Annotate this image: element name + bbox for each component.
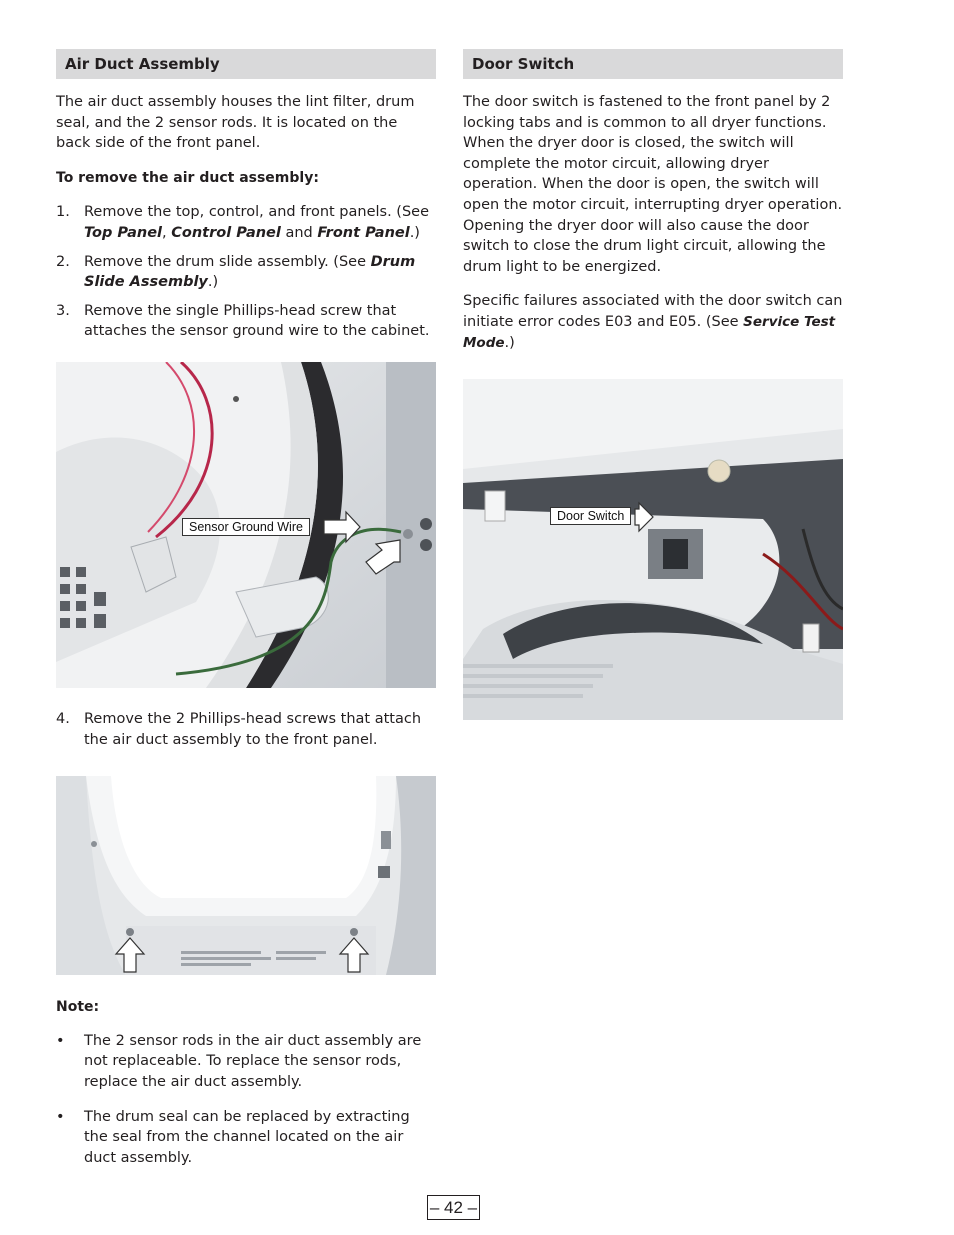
step-number: 2. (56, 253, 70, 270)
para-text: .) (504, 334, 515, 351)
bullet: • (56, 1108, 65, 1125)
ref-front-panel: Front Panel (317, 224, 410, 241)
notes-list (56, 1031, 436, 1169)
door-switch-description: The door switch is fastened to the front panel by 2 locking tabs and is common to all dryer functions. When the dryer door is closed, the switch will complete the motor circuit, allowing dryer operation. When the door is open, the switch will open the motor circuit, interrupting dryer operation. Opening the dryer door will also cause the door switch to close the drum light circuit, allowing the drum light to be energized. (463, 94, 843, 275)
sensor-ground-wire-photo (56, 362, 436, 688)
step-number: 1. (56, 204, 70, 221)
section-title-door-switch: Door Switch (463, 49, 843, 79)
step-3 (56, 301, 436, 342)
step-text: , (162, 224, 172, 241)
air-duct-section (56, 49, 436, 1168)
step-number: 3. (56, 302, 70, 319)
door-switch-errors (463, 291, 843, 353)
removal-steps-cont (56, 709, 436, 750)
step-text: Remove the drum slide assembly. (See (84, 253, 371, 270)
page-number: – 42 – (427, 1195, 480, 1220)
bullet: • (56, 1032, 65, 1049)
removal-steps (56, 202, 436, 342)
para-text: Specific failures associated with the door switch can initiate error codes E03 and E05. (See (463, 293, 843, 330)
air-duct-screws-photo (56, 776, 436, 975)
note-text: The 2 sensor rods in the air duct assembly are not replaceable. To replace the sensor rods, replace the air duct assembly. (84, 1032, 422, 1090)
ref-service-test-mode: Service Test Mode (463, 313, 836, 351)
step-4 (56, 709, 436, 750)
step-text: Remove the top, control, and front panels. (See (84, 204, 430, 221)
step-text: .) (409, 224, 420, 241)
removal-subhead: To remove the air duct assembly: (56, 169, 319, 186)
callout-door-switch: Door Switch (550, 507, 631, 525)
step-1 (56, 202, 436, 243)
ref-control-panel: Control Panel (171, 224, 281, 241)
step-number: 4. (56, 710, 70, 727)
section-title-air-duct: Air Duct Assembly (56, 49, 436, 79)
step-2 (56, 252, 436, 293)
step-text: Remove the single Phillips-head screw that attaches the sensor ground wire to the cabinet. (84, 302, 430, 340)
note-title: Note: (56, 999, 100, 1016)
air-duct-intro: The air duct assembly houses the lint filter, drum seal, and the 2 sensor rods. It is located on the back side of the front panel. (56, 94, 415, 152)
door-switch-section (463, 49, 843, 720)
step-text: Remove the 2 Phillips-head screws that attach the air duct assembly to the front panel. (84, 710, 422, 748)
note-item (56, 1107, 436, 1169)
step-text: and (280, 224, 318, 241)
note-text: The drum seal can be replaced by extracting the seal from the channel located on the air duct assembly. (84, 1108, 410, 1166)
ref-drum-slide: Drum Slide Assembly (84, 253, 416, 291)
door-switch-photo (463, 379, 843, 720)
ref-top-panel: Top Panel (84, 224, 163, 241)
callout-sensor-ground-wire: Sensor Ground Wire (182, 518, 310, 536)
step-text: .) (207, 274, 219, 291)
note-item (56, 1031, 436, 1093)
